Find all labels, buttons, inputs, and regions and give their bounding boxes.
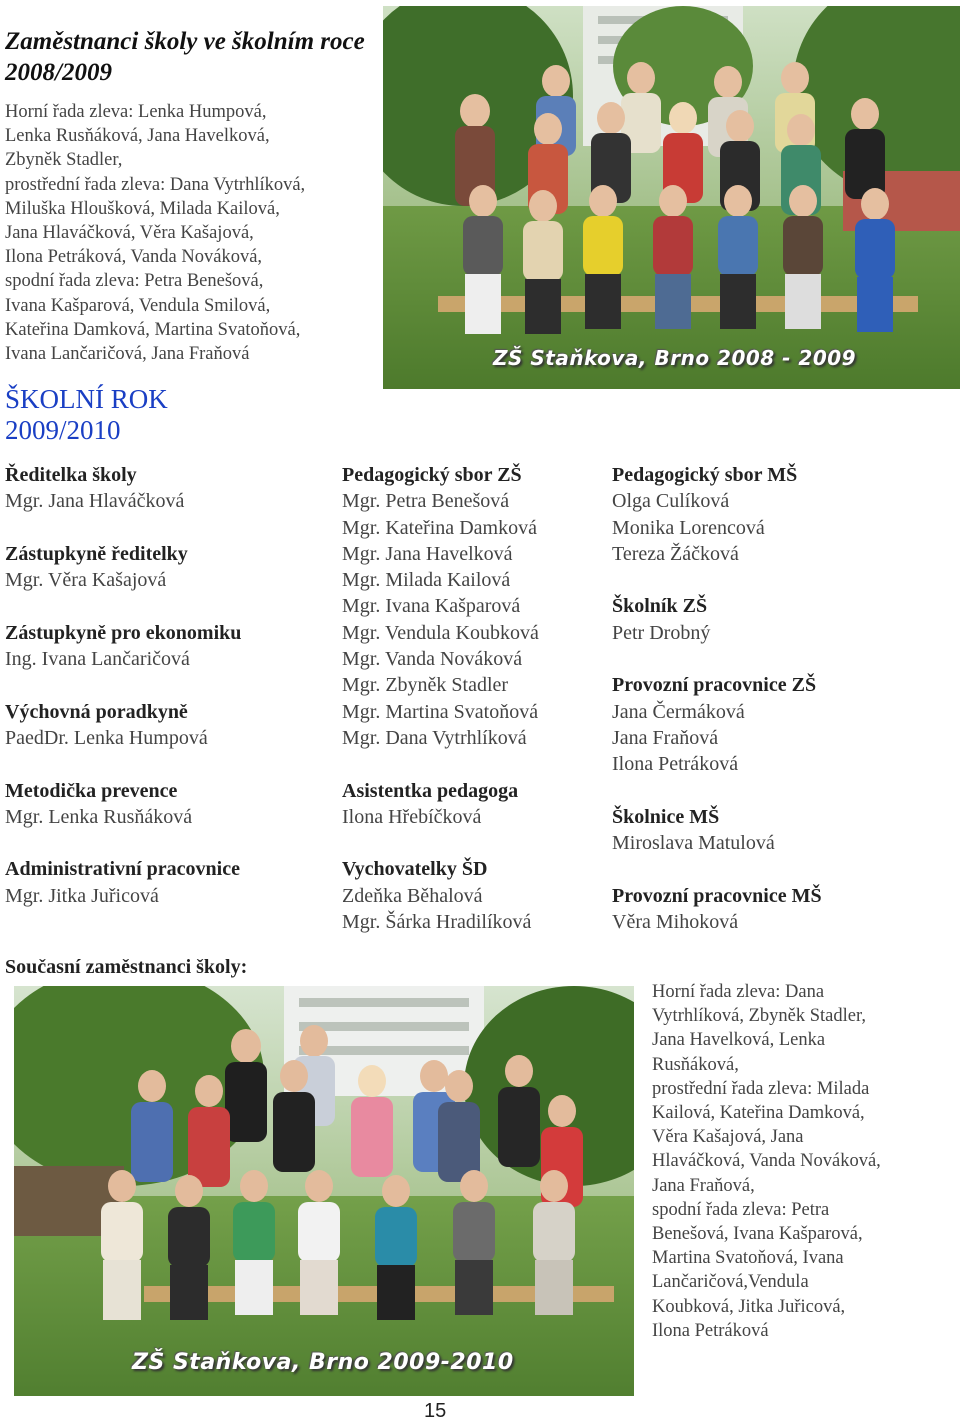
staff-name: Jana Čermáková <box>612 700 745 723</box>
staff-name: Mgr. Vendula Koubková <box>342 621 539 644</box>
photo-2009-overlay-text: ZŠ Staňkova, Brno 2009-2010 <box>132 1350 514 1375</box>
staff-name: Mgr. Martina Svatoňová <box>342 700 539 723</box>
staff-name: Petr Drobný <box>612 621 711 644</box>
caption-line: Horní řada zleva: Lenka Humpová, <box>5 102 267 122</box>
staff-group <box>612 593 932 646</box>
caption-line: prostřední řada zleva: Dana Vytrhlíková, <box>5 174 306 195</box>
staff-name: Tereza Žáčková <box>612 542 739 565</box>
caption-line: Hlaváčková, Vanda Nováková, <box>652 1151 881 1172</box>
school-year-heading-line2: 2009/2010 <box>5 415 121 445</box>
caption-line: Lenka Rusňáková, Jana Havelková, <box>5 126 270 147</box>
caption-line: spodní řada zleva: Petra Benešová, <box>5 271 264 292</box>
staff-group <box>342 856 602 935</box>
group-heading: Vychovatelky ŠD <box>342 858 488 881</box>
staff-name: Mgr. Petra Benešová <box>342 490 510 513</box>
staff-group <box>612 883 932 936</box>
caption-line: Kailová, Kateřina Damková, <box>652 1103 865 1124</box>
caption-line: Koubková, Jitka Juřicová, <box>652 1296 846 1317</box>
staff-name: Zdeňka Běhalová <box>342 884 483 907</box>
staff-group <box>612 804 932 857</box>
staff-name: Mgr. Milada Kailová <box>342 569 511 592</box>
staff-name: Olga Culíková <box>612 490 730 513</box>
caption-line: Jana Hlaváčková, Věra Kašajová, <box>5 223 254 244</box>
caption-line: Jana Fraňová, <box>652 1175 755 1196</box>
caption-line: Miluška Hloušková, Milada Kailová, <box>5 198 280 219</box>
group-heading: Zástupkyně ředitelky <box>5 542 188 565</box>
staff-name: Mgr. Vanda Nováková <box>342 648 523 671</box>
caption-line: prostřední řada zleva: Milada <box>652 1078 870 1099</box>
caption-line: Rusňáková, <box>652 1054 739 1075</box>
staff-photo-2008 <box>383 6 960 389</box>
caption-line: Horní řada zleva: Dana <box>652 982 825 1002</box>
group-heading: Zástupkyně pro ekonomiku <box>5 621 242 644</box>
caption-line: Kateřina Damková, Martina Svatoňová, <box>5 319 301 340</box>
caption-line: Lančaričová,Vendula <box>652 1272 809 1293</box>
staff-column-management <box>5 462 325 935</box>
staff-photo-2009 <box>14 986 634 1396</box>
staff-name: Miroslava Matulová <box>612 832 775 855</box>
staff-name: Monika Lorencová <box>612 516 765 539</box>
staff-name: Ing. Ivana Lančaričová <box>5 648 190 671</box>
caption-line: Věra Kašajová, Jana <box>652 1127 804 1148</box>
group-heading: Výchovná poradkyně <box>5 700 188 723</box>
group-heading: Pedagogický sbor MŠ <box>612 464 798 486</box>
caption-line: Vytrhlíková, Zbyněk Stadler, <box>652 1006 867 1027</box>
staff-name: Mgr. Dana Vytrhlíková <box>342 726 527 749</box>
caption-line: Jana Havelková, Lenka <box>652 1030 826 1051</box>
photo-2009-caption <box>652 980 942 1343</box>
staff-group <box>5 541 325 594</box>
group-heading: Školnice MŠ <box>612 805 720 828</box>
staff-group <box>342 778 602 831</box>
staff-name: Ilona Hřebíčková <box>342 805 482 828</box>
staff-name: Věra Mihoková <box>612 911 739 934</box>
staff-name: Ilona Petráková <box>612 753 739 776</box>
staff-name: Mgr. Jitka Juřicová <box>5 884 159 907</box>
staff-name: PaedDr. Lenka Humpová <box>5 726 208 749</box>
staff-group <box>612 672 932 777</box>
group-heading: Metodička prevence <box>5 779 178 802</box>
photo-2008-overlay-text: ZŠ Staňkova, Brno 2008 - 2009 <box>493 346 857 370</box>
photo-2008-caption <box>5 100 377 366</box>
staff-group <box>5 778 325 831</box>
staff-name: Jana Fraňová <box>612 726 719 749</box>
page-number: 15 <box>424 1400 447 1422</box>
staff-column-support <box>612 462 932 962</box>
staff-group <box>5 620 325 673</box>
caption-line: Martina Svatoňová, Ivana <box>652 1248 844 1269</box>
staff-name: Mgr. Věra Kašajová <box>5 569 167 592</box>
page-title: Zaměstnanci školy ve školním roce 2008/2009 <box>5 28 365 86</box>
staff-name: Mgr. Lenka Rusňáková <box>5 805 193 828</box>
caption-line: Zbyněk Stadler, <box>5 150 123 171</box>
staff-photo-2008-image <box>383 6 960 389</box>
staff-group <box>342 462 602 751</box>
staff-column-teachers <box>342 462 602 962</box>
school-year-heading <box>5 384 265 446</box>
caption-line: Ilona Petráková <box>652 1320 769 1341</box>
caption-line: Ivana Lančaričová, Jana Fraňová <box>5 344 250 365</box>
staff-name: Mgr. Jana Hlaváčková <box>5 490 185 513</box>
staff-name: Mgr. Jana Havelková <box>342 542 513 565</box>
caption-line: Benešová, Ivana Kašparová, <box>652 1224 863 1245</box>
caption-line: spodní řada zleva: Petra <box>652 1199 830 1220</box>
group-heading: Školník ZŠ <box>612 595 708 618</box>
group-heading: Administrativní pracovnice <box>5 858 240 881</box>
group-heading: Provozní pracovnice ZŠ <box>612 674 817 697</box>
group-heading: Asistentka pedagoga <box>342 779 519 802</box>
caption-line: Ivana Kašparová, Vendula Smilová, <box>5 295 271 316</box>
staff-group <box>5 856 325 909</box>
current-staff-label: Současní zaměstnanci školy: <box>5 956 248 978</box>
staff-name: Mgr. Zbyněk Stadler <box>342 674 509 697</box>
staff-group <box>612 462 932 567</box>
group-heading: Pedagogický sbor ZŠ <box>342 464 522 486</box>
staff-name: Mgr. Ivana Kašparová <box>342 595 521 618</box>
staff-group <box>5 462 325 515</box>
caption-line: Ilona Petráková, Vanda Nováková, <box>5 247 263 268</box>
staff-photo-2009-image <box>14 986 634 1396</box>
staff-group <box>5 699 325 752</box>
staff-name: Mgr. Šárka Hradilíková <box>342 911 532 934</box>
group-heading: Ředitelka školy <box>5 464 137 486</box>
staff-name: Mgr. Kateřina Damková <box>342 516 537 539</box>
school-year-heading-line1: ŠKOLNÍ ROK <box>5 384 168 414</box>
group-heading: Provozní pracovnice MŠ <box>612 884 822 907</box>
